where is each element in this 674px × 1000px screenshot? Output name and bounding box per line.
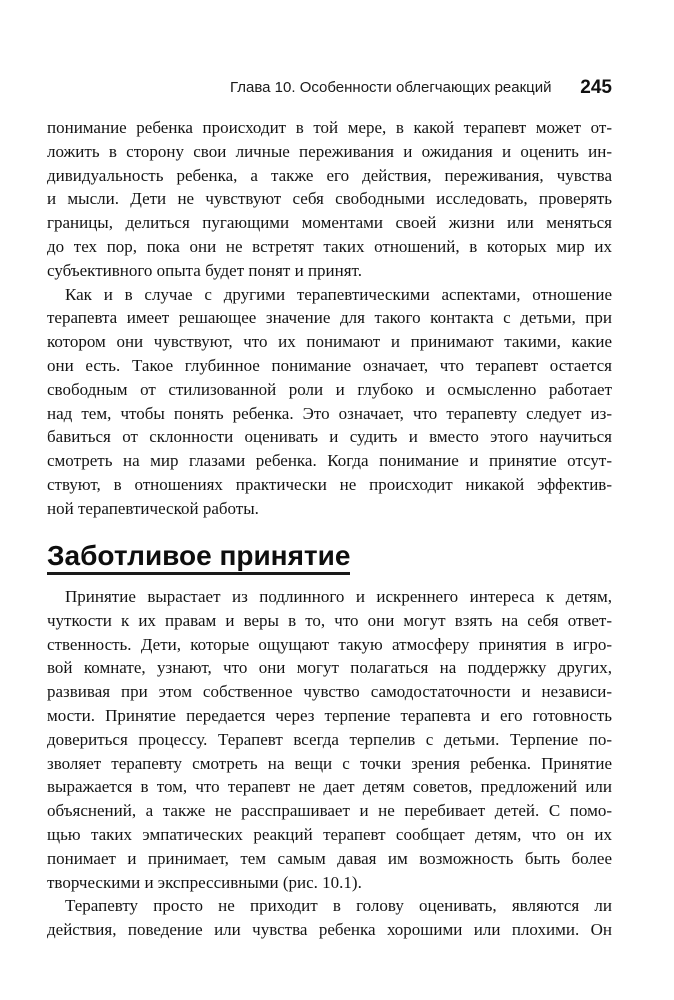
text-line: ной терапевтической работы. [47,498,259,518]
text-line: субъективного опыта будет понят и принят. [47,260,362,280]
section-heading: Заботливое принятие [47,540,350,575]
running-title: Глава 10. Особенности облегчающих реакций [230,79,552,96]
paragraph [47,283,612,521]
text-line: понимание ребенка происходит в той мере, в какой терапевт может от- [47,118,612,137]
section-body [47,116,612,521]
paragraph [47,116,612,283]
paragraph [47,585,612,894]
text-line: ствуют, в отношениях практически не происходит никакой эффектив- [47,474,612,494]
text-line: котором они чувствуют, что их понимают и принимают такими, какие [47,332,612,352]
text-line: границы, делиться пугающими моментами своей жизни или меняться [47,213,612,233]
text-line: Принятие вырастает из подлинного и искреннего интереса к детям, [65,587,612,606]
text-line: над тем, чтобы понять ребенка. Это означает, что терапевту следует из- [47,403,612,423]
text-line: свободным от стилизованной роли и глубоко и осмысленно работает [47,379,612,399]
text-line: Терапевту просто не приходит в голову оценивать, являются ли [65,896,612,916]
text-line: до тех пор, пока они не встретят таких отношений, в которых мир их [47,236,612,256]
text-line: довериться процессу. Терапевт всегда терпелив с детьми. Терпение по- [47,729,612,749]
text-line: Как и в случае с другими терапевтическими аспектами, отношение [65,284,612,304]
text-line: чуткости к их правам и веры в то, что они могут взять на себя ответ- [47,610,612,630]
section-body [47,585,612,942]
text-line: творческими и экспрессивными (рис. 10.1). [47,872,362,892]
text-line: развивая при этом собственное чувство самодостаточности и независи- [47,682,612,702]
text-line: они есть. Такое глубинное понимание означает, что терапевт остается [47,355,612,375]
text-line: и мысли. Дети не чувствуют себя свободными исследовать, проверять [47,189,612,209]
text-line: понимает и принимает, тем самым давая им возможность быть более [47,848,612,868]
text-line: выражается в том, что терапевт не дает детям советов, предложений или [47,777,612,797]
text-line: бавиться от склонности оценивать и судить и вместо этого научиться [47,427,612,447]
text-line: ложить в сторону свои личные переживания и ожидания и оценить ин- [47,141,612,161]
text-line: действия, поведение или чувства ребенка хорошими или плохими. Он [47,920,612,940]
text-line: смотреть на мир глазами ребенка. Когда понимание и принятие отсут- [47,451,612,471]
text-line: вой комнате, узнают, что они могут полагаться на поддержку других, [47,658,612,678]
text-line: мости. Принятие передается через терпение терапевта и его готовность [47,705,612,725]
text-line: дивидуальность ребенка, а также его действия, переживания, чувства [47,165,612,185]
text-line: зволяет терапевту смотреть на вещи с точки зрения ребенка. Принятие [47,753,612,773]
text-line: щью таких эмпатических реакций терапевт сообщает детям, что он их [47,824,612,844]
text-line: объяснений, а также не расспрашивает и не перебивает детей. С помо- [47,801,612,821]
page-number: 245 [580,77,612,98]
section-heading-container [47,540,350,575]
text-line: терапевта имеет решающее значение для такого контакта с детьми, при [47,308,612,328]
text-line: ственность. Дети, которые ощущают такую атмосферу принятия в игро- [47,634,612,654]
paragraph [47,894,612,942]
